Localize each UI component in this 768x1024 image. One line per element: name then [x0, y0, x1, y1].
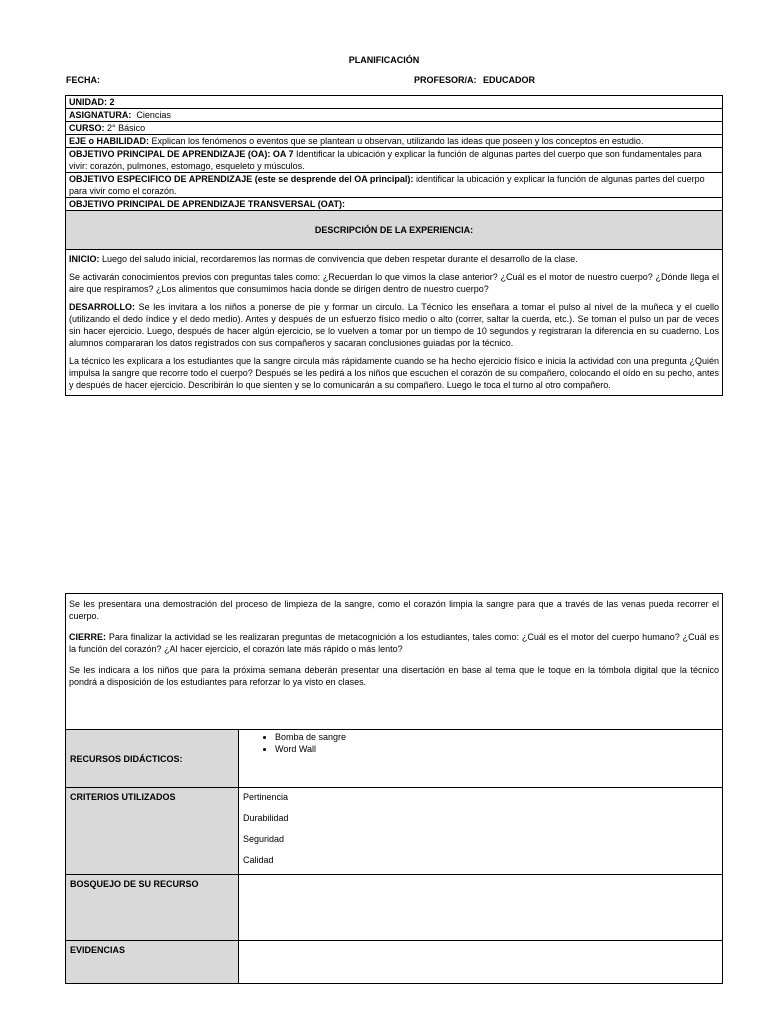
curso-row — [66, 122, 722, 135]
evidencias-row — [66, 941, 722, 983]
eje-label: EJE o HABILIDAD: — [69, 136, 150, 146]
list-item: Durabilidad — [243, 813, 289, 823]
criterios-row — [66, 788, 722, 875]
inicio-paragraph — [69, 253, 719, 265]
oa-label: OBJETIVO PRINCIPAL DE APRENDIZAJE (OA): OA 7 — [69, 149, 294, 159]
recursos-row — [66, 730, 722, 788]
criterios-label: CRITERIOS UTILIZADOS — [66, 788, 239, 874]
disertacion-paragraph: Se les indicara a los niños que para la próxima semana deberán presentar una disertación en base al tema que le toque en la tómbola digital que la técnico pondrá a disposición de los estudiantes para reforzar lo ya visto en clases. — [69, 665, 719, 687]
unidad-row — [66, 96, 722, 109]
planning-table-continued — [65, 593, 723, 984]
oat-row — [66, 198, 722, 211]
descripcion-content — [66, 250, 722, 395]
cierre-text: Para finalizar la actividad se les realizaran preguntas de metacognición a los estudiantes, tales como: ¿Cuál es el motor del cuerpo humano? ¿Cuál es la función del corazón? ¿Al hacer ejercicio, el corazón late más rápido o más lento? — [69, 632, 719, 654]
list-item: Calidad — [243, 855, 274, 865]
recursos-value — [239, 730, 722, 787]
profesor-value: EDUCADOR — [483, 75, 536, 85]
profesor-label: PROFESOR/A: — [414, 75, 477, 85]
oe-label: OBJETIVO ESPECIFICO DE APRENDIZAJE (este se desprende del OA principal): — [69, 174, 414, 184]
conocimientos-paragraph: Se activarán conocimientos previos con preguntas tales como: ¿Recuerdan lo que vimos la clase anterior? ¿Cuál es el motor de nuestro cuerpo? ¿Dónde llega el aire que respiramos? ¿Los alimentos que consumimos hacia donde se dirigen dentro de nuestro cuerpo? — [69, 272, 719, 294]
curso-label: CURSO: — [69, 123, 105, 133]
profesor-line — [414, 74, 539, 86]
desarrollo-text: Se les invitara a los niños a ponerse de pie y formar un circulo. La Técnico les enseñara a tomar el pulso al nivel de la muñeca y el cuello (utilizando el dedo índice y el dedo medio). Antes y después de un esfuerzo físico medio o alto (correr, saltar la cuerda, etc.). Se toman el pulso un par de veces sin hacer ejercicio. Luego, después de hacer algún ejercicio, se lo vuelven a tomar por un tiempo de 10 segundos y registraran la diferencia en su cuaderno. Los alumnos compararan los datos registrados con sus compañeros y sacaran conclusiones guiadas por la técnico. — [69, 302, 719, 348]
unidad-label: UNIDAD: 2 — [69, 97, 115, 107]
oe-row — [66, 173, 722, 198]
recursos-list — [243, 731, 718, 755]
evidencias-value — [239, 941, 722, 983]
list-item: Seguridad — [243, 834, 285, 844]
recursos-label: RECURSOS DIDÁCTICOS: — [66, 730, 239, 787]
inicio-text: Luego del saludo inicial, recordaremos las normas de convivencia que deben respetar durante el desarrollo de la clase. — [102, 254, 578, 264]
criterios-value — [239, 788, 722, 874]
bosquejo-value — [239, 875, 722, 940]
eje-value: Explican los fenómenos o eventos que se plantean u observan, utilizando las ideas que poseen y los conceptos en estudio. — [151, 136, 644, 146]
list-item: • Bomba de sangre — [275, 731, 718, 743]
desarrollo-label: DESARROLLO: — [69, 302, 135, 312]
bosquejo-row — [66, 875, 722, 941]
demostracion-paragraph: Se les presentara una demostración del proceso de limpieza de la sangre, como el corazón limpia la sangre para que a través de las venas pueda recorrer el cuerpo. — [69, 599, 719, 621]
list-item: • Word Wall — [275, 743, 718, 755]
inicio-label: INICIO: — [69, 254, 100, 264]
list-item: Pertinencia — [243, 792, 289, 802]
planning-table — [65, 95, 723, 396]
cierre-paragraph — [69, 631, 719, 655]
continuation-content — [66, 594, 722, 730]
tecnico-paragraph: La técnico les explicara a los estudiantes que la sangre circula más rápidamente cuando se ha hecho ejercicio físico e inicia la actividad con una pregunta ¿Quién impulsa la sangre que recorre todo el cuerpo? Después se les pedirá a los niños que escuchen el corazón de su compañero, colocando el oído en su pecho, antes y después de hacer ejercicio. Describirán lo que sienten y se lo comunicarán a su compañero. Luego le toca el turno al otro compañero. — [69, 356, 719, 390]
asignatura-value: Ciencias — [136, 110, 171, 120]
page-title: PLANIFICACIÓN — [348, 55, 420, 65]
oa-value: Identificar la ubicación y explicar la función de algunas partes del cuerpo que son fundamentales para vivir: corazón, pulmones, estomago, esqueleto y músculos. — [69, 149, 702, 171]
evidencias-label: EVIDENCIAS — [66, 941, 239, 983]
oa-row — [66, 148, 722, 173]
asignatura-row — [66, 109, 722, 122]
oat-label: OBJETIVO PRINCIPAL DE APRENDIZAJE TRANSVERSAL (OAT): — [69, 199, 346, 209]
curso-value: 2° Básico — [107, 123, 146, 133]
eje-row — [66, 135, 722, 148]
desarrollo-paragraph — [69, 301, 719, 349]
fecha-label: FECHA: — [66, 75, 100, 85]
cierre-label: CIERRE: — [69, 632, 107, 642]
asignatura-label: ASIGNATURA: — [69, 110, 132, 120]
bosquejo-label: BOSQUEJO DE SU RECURSO — [66, 875, 239, 940]
descripcion-heading: DESCRIPCIÓN DE LA EXPERIENCIA: — [66, 211, 722, 250]
oe-value: identificar la ubicación y explicar la función de algunas partes del cuerpo para vivir como el corazón. — [69, 174, 705, 196]
